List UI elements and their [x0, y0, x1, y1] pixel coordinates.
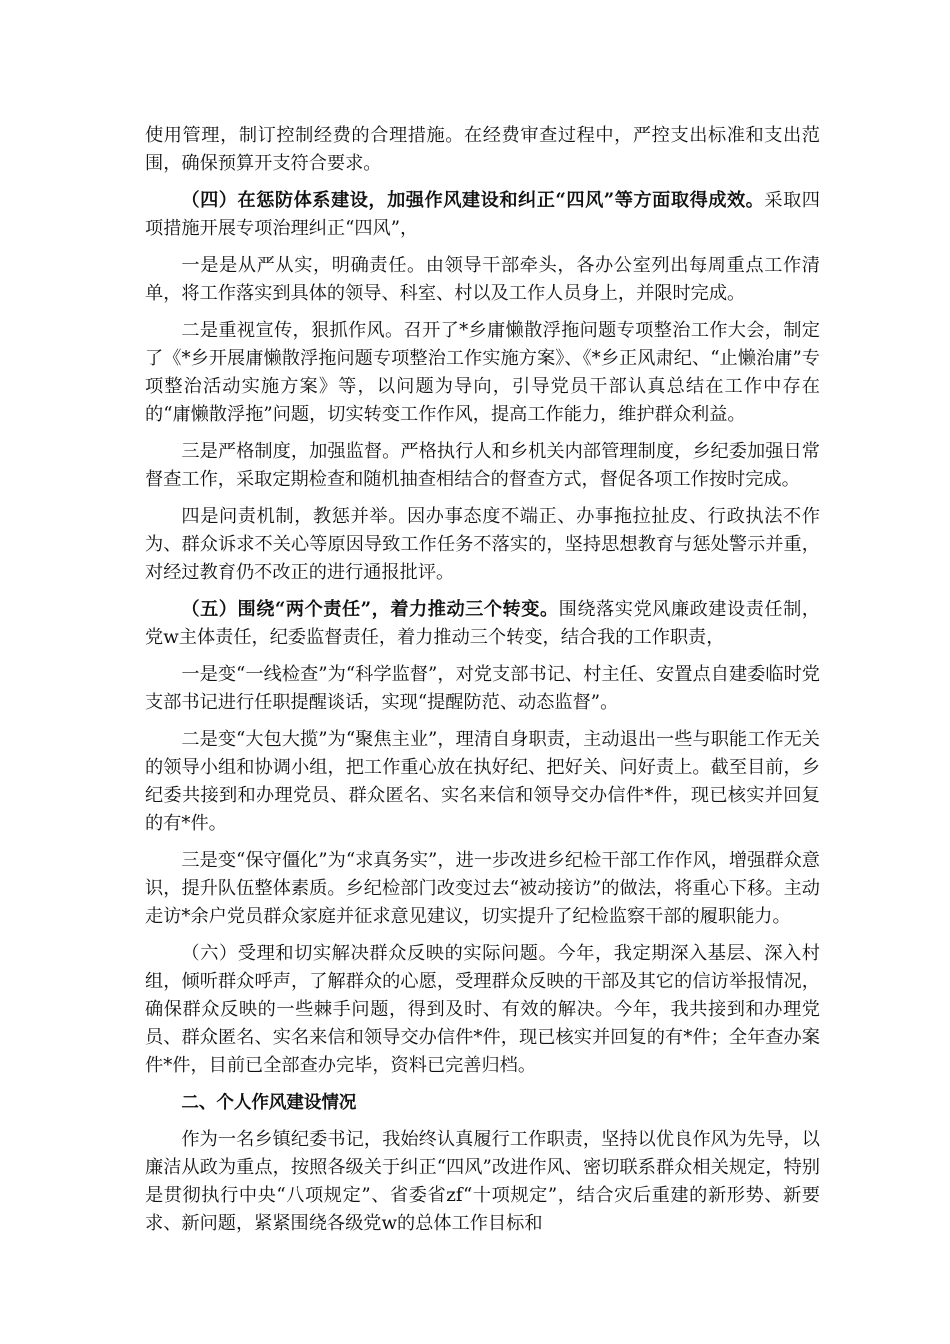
- measure-three-paragraph: [145, 438, 820, 494]
- paragraph-text: 一是是从严从实，明确责任。由领导干部牵头，各办公室列出每周重点工作清单，将工作落实到具体的领导、科室、村以及工作人员身上，并限时完成。: [145, 255, 820, 304]
- paragraph-text: 作为一名乡镇纪委书记，我始终认真履行工作职责，坚持以优良作风为先导，以廉洁从政为重点，按照各级关于纠正“四风”改进作风、密切联系群众相关规定，特别是贯彻执行中央“八项规定”、省委省zf“十项规定”，结合灾后重建的新形势、新要求、新问题，紧紧围绕各级党w的总体工作目标和: [145, 1129, 820, 1234]
- change-one-paragraph: [145, 661, 820, 717]
- section-four-heading: （四）在惩防体系建设，加强作风建设和纠正“四风”等方面取得成效。: [181, 190, 765, 211]
- section-two-heading: 二、个人作风建设情况: [181, 1093, 357, 1113]
- paragraph-text: 围绕落实党风廉政建设责任制，党w主体责任，纪委监督责任，着力推动三个转变，结合我的工作职责，: [145, 599, 820, 648]
- paragraph-text: 四是问责机制，教惩并举。因办事态度不端正、办事拖拉扯皮、行政执法不作为、群众诉求不关心等原因导致工作任务不落实的，坚持思想教育与惩处警示并重，对经过教育仍不改正的进行通报批评。: [145, 506, 820, 583]
- measure-one-paragraph: [145, 252, 820, 308]
- measure-two-paragraph: [145, 317, 820, 429]
- section-six-paragraph: [145, 940, 820, 1080]
- section-five-paragraph: [145, 596, 820, 652]
- paragraph-text: 二是重视宣传，狠抓作风。召开了*乡庸懒散浮拖问题专项整治工作大会，制定了《*乡开展庸懒散浮拖问题专项整治工作实施方案》、《*乡正风肃纪、“止懒治庸”专项整治活动实施方案》等，以问题为导向，引导党员干部认真总结在工作中存在的“庸懒散浮拖”问题，切实转变工作作风，提高工作能力，维护群众利益。: [145, 320, 820, 425]
- section-two-heading-paragraph: [145, 1089, 820, 1117]
- personal-style-paragraph: [145, 1126, 820, 1238]
- change-two-paragraph: [145, 726, 820, 838]
- paragraph-text: 二是变“大包大揽”为“聚焦主业”，理清自身职责，主动退出一些与职能工作无关的领导小组和协调小组，把工作重心放在执好纪、把好关、问好责上。截至目前，乡纪委共接到和办理党员、群众匿名、实名来信和领导交办信件*件，现已核实并回复的有*件。: [145, 729, 820, 834]
- section-four-paragraph: [145, 187, 820, 243]
- change-three-paragraph: [145, 847, 820, 931]
- paragraph-text: 三是严格制度，加强监督。严格执行人和乡机关内部管理制度，乡纪委加强日常督查工作，采取定期检查和随机抽查相结合的督查方式，督促各项工作按时完成。: [145, 441, 820, 490]
- document-page: [145, 122, 820, 1247]
- paragraph-text: 使用管理，制订控制经费的合理措施。在经费审查过程中，严控支出标准和支出范围，确保预算开支符合要求。: [145, 125, 820, 174]
- measure-four-paragraph: [145, 503, 820, 587]
- paragraph-text: 采取四项措施开展专项治理纠正“四风”，: [145, 190, 820, 239]
- paragraph-text: （六）受理和切实解决群众反映的实际问题。今年，我定期深入基层、深入村组，倾听群众呼声，了解群众的心愿，受理群众反映的干部及其它的信访举报情况，确保群众反映的一些棘手问题，得到及时、有效的解决。今年，我共接到和办理党员、群众匿名、实名来信和领导交办信件*件，现已核实并回复的有*件；全年查办案件*件，目前已全部查办完毕，资料已完善归档。: [145, 943, 820, 1076]
- paragraph-text: 一是变“一线检查”为“科学监督”，对党支部书记、村主任、安置点自建委临时党支部书记进行任职提醒谈话，实现“提醒防范、动态监督”。: [145, 664, 820, 713]
- paragraph-text: 三是变“保守僵化”为“求真务实”，进一步改进乡纪检干部工作作风，增强群众意识，提升队伍整体素质。乡纪检部门改变过去“被动接访”的做法，将重心下移。主动走访*余户党员群众家庭并征求意见建议，切实提升了纪检监察干部的履职能力。: [145, 850, 820, 927]
- section-five-heading: （五）围绕“两个责任”，着力推动三个转变。: [181, 599, 559, 620]
- paragraph-budget-control: [145, 122, 820, 178]
